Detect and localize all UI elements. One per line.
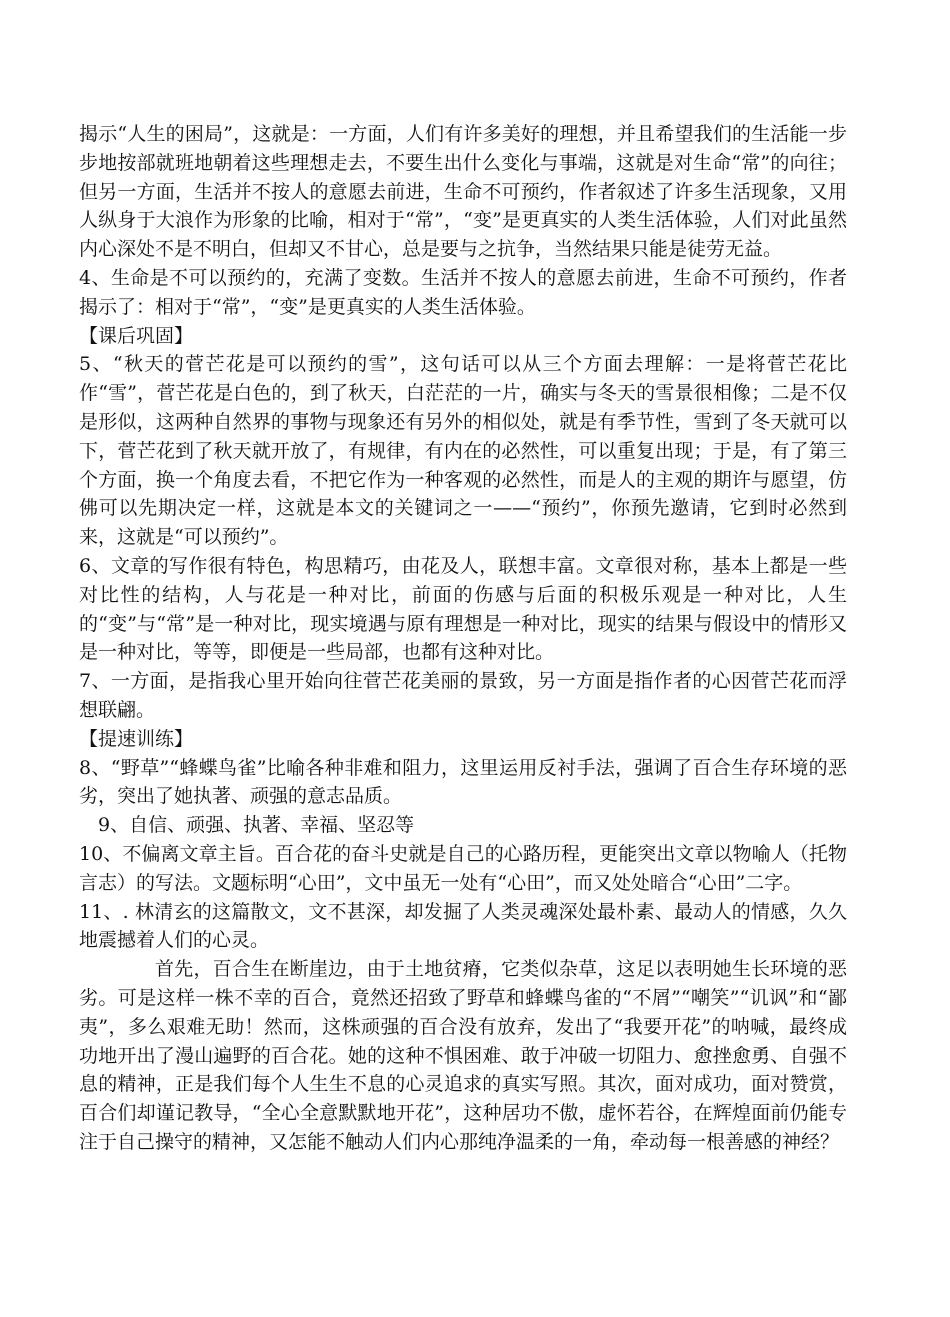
answer-paragraph-11: 11、. 林清玄的这篇散文，文不甚深，却发掘了人类灵魂深处最朴素、最动人的情感，久久地震撼着人们的心灵。 [79,900,847,952]
answer-paragraph-5: 5、“秋天的菅芒花是可以预约的雪”，这句话可以从三个方面去理解：一是将菅芒花比作“雪”，菅芒花是白色的，到了秋天，白茫茫的一片，确实与冬天的雪景很相像；二是不仅是形似，这两种自然界的事物与现象还有另外的相似处，就是有季节性，雪到了冬天就可以下，菅芒花到了秋天就开放了，有规律，有内在的必然性，可以重复出现；于是，有了第三个方面，换一个角度去看，不把它作为一种客观的必然性，而是人的主观的期许与愿望，仿佛可以先期决定一样，这就是本文的关键词之一——“预约”，你预先邀请，它到时必然到来，这就是“可以预约”。 [79,353,847,549]
answer-paragraph-9: 9、自信、顽强、执著、幸福、坚忍等 [98,814,415,837]
answer-paragraph-10: 10、不偏离文章主旨。百合花的奋斗史就是自己的心路历程，更能突出文章以物喻人（托物言志）的写法。文题标明“心田”，文中虽无一处有“心田”，而又处处暗合“心田”二字。 [79,842,847,894]
answer-paragraph-7: 7、一方面，是指我心里开始向往菅芒花美丽的景致，另一方面是指作者的心因菅芒花而浮想联翩。 [79,670,847,721]
answer-paragraph-4: 4、生命是不可以预约的，充满了变数。生活并不按人的意愿去前进，生命不可预约，作者揭示了：相对于“常”，“变”是更真实的人类生活体验。 [79,266,847,318]
answer-paragraph-6: 6、文章的写作很有特色，构思精巧，由花及人，联想丰富。文章很对称，基本上都是一些对比性的结构，人与花是一种对比，前面的伤感与后面的积极乐观是一种对比，人生的“变”与“常”是一种对比，现实境遇与原有理想是一种对比，现实的结果与假设中的情形又是一种对比，等等，即便是一些局部，也都有这种对比。 [79,554,847,664]
answer-paragraph-8: 8、“野草”“蜂蝶鸟雀”比喻各种非难和阻力，这里运用反衬手法，强调了百合生存环境的恶劣，突出了她执著、顽强的意志品质。 [79,756,847,808]
document-page [79,120,847,1157]
answer-paragraph-11-body: 首先，百合生在断崖边，由于土地贫瘠，它类似杂草，这足以表明她生长环境的恶劣。可是这样一株不幸的百合，竟然还招致了野草和蜂蝶鸟雀的“不屑”“嘲笑”“讥讽”和“鄙夷”，多么艰难无助！然而，这株顽强的百合没有放弃，发出了“我要开花”的呐喊，最终成功地开出了漫山遍野的百合花。她的这种不惧困难、敢于冲破一切阻力、愈挫愈勇、自强不息的精神，正是我们每个人生生不息的心灵追求的真实写照。其次，面对成功，面对赞赏，百合们却谨记教导，“全心全意默默地开花”，这种居功不傲，虚怀若谷，在辉煌面前仍能专注于自己操守的精神，又怎能不触动人们内心那纯净温柔的一角，牵动每一根善感的神经？ [79,958,847,1153]
answer-paragraph-3-continued: 揭示“人生的困局”，这就是：一方面，人们有许多美好的理想，并且希望我们的生活能一步步地按部就班地朝着这些理想走去，不要生出什么变化与事端，这就是对生命“常”的向往；但另一方面，生活并不按人的意愿去前进，生命不可预约，作者叙述了许多生活现象，又用人纵身于大浪作为形象的比喻，相对于“常”，“变”是更真实的人类生活体验，人们对此虽然内心深处不是不明白，但却又不甘心，总是要与之抗争，当然结果只能是徒劳无益。 [79,123,847,261]
section-heading-consolidation: 【课后巩固】 [79,324,194,347]
section-heading-speed-training: 【提速训练】 [79,727,194,750]
